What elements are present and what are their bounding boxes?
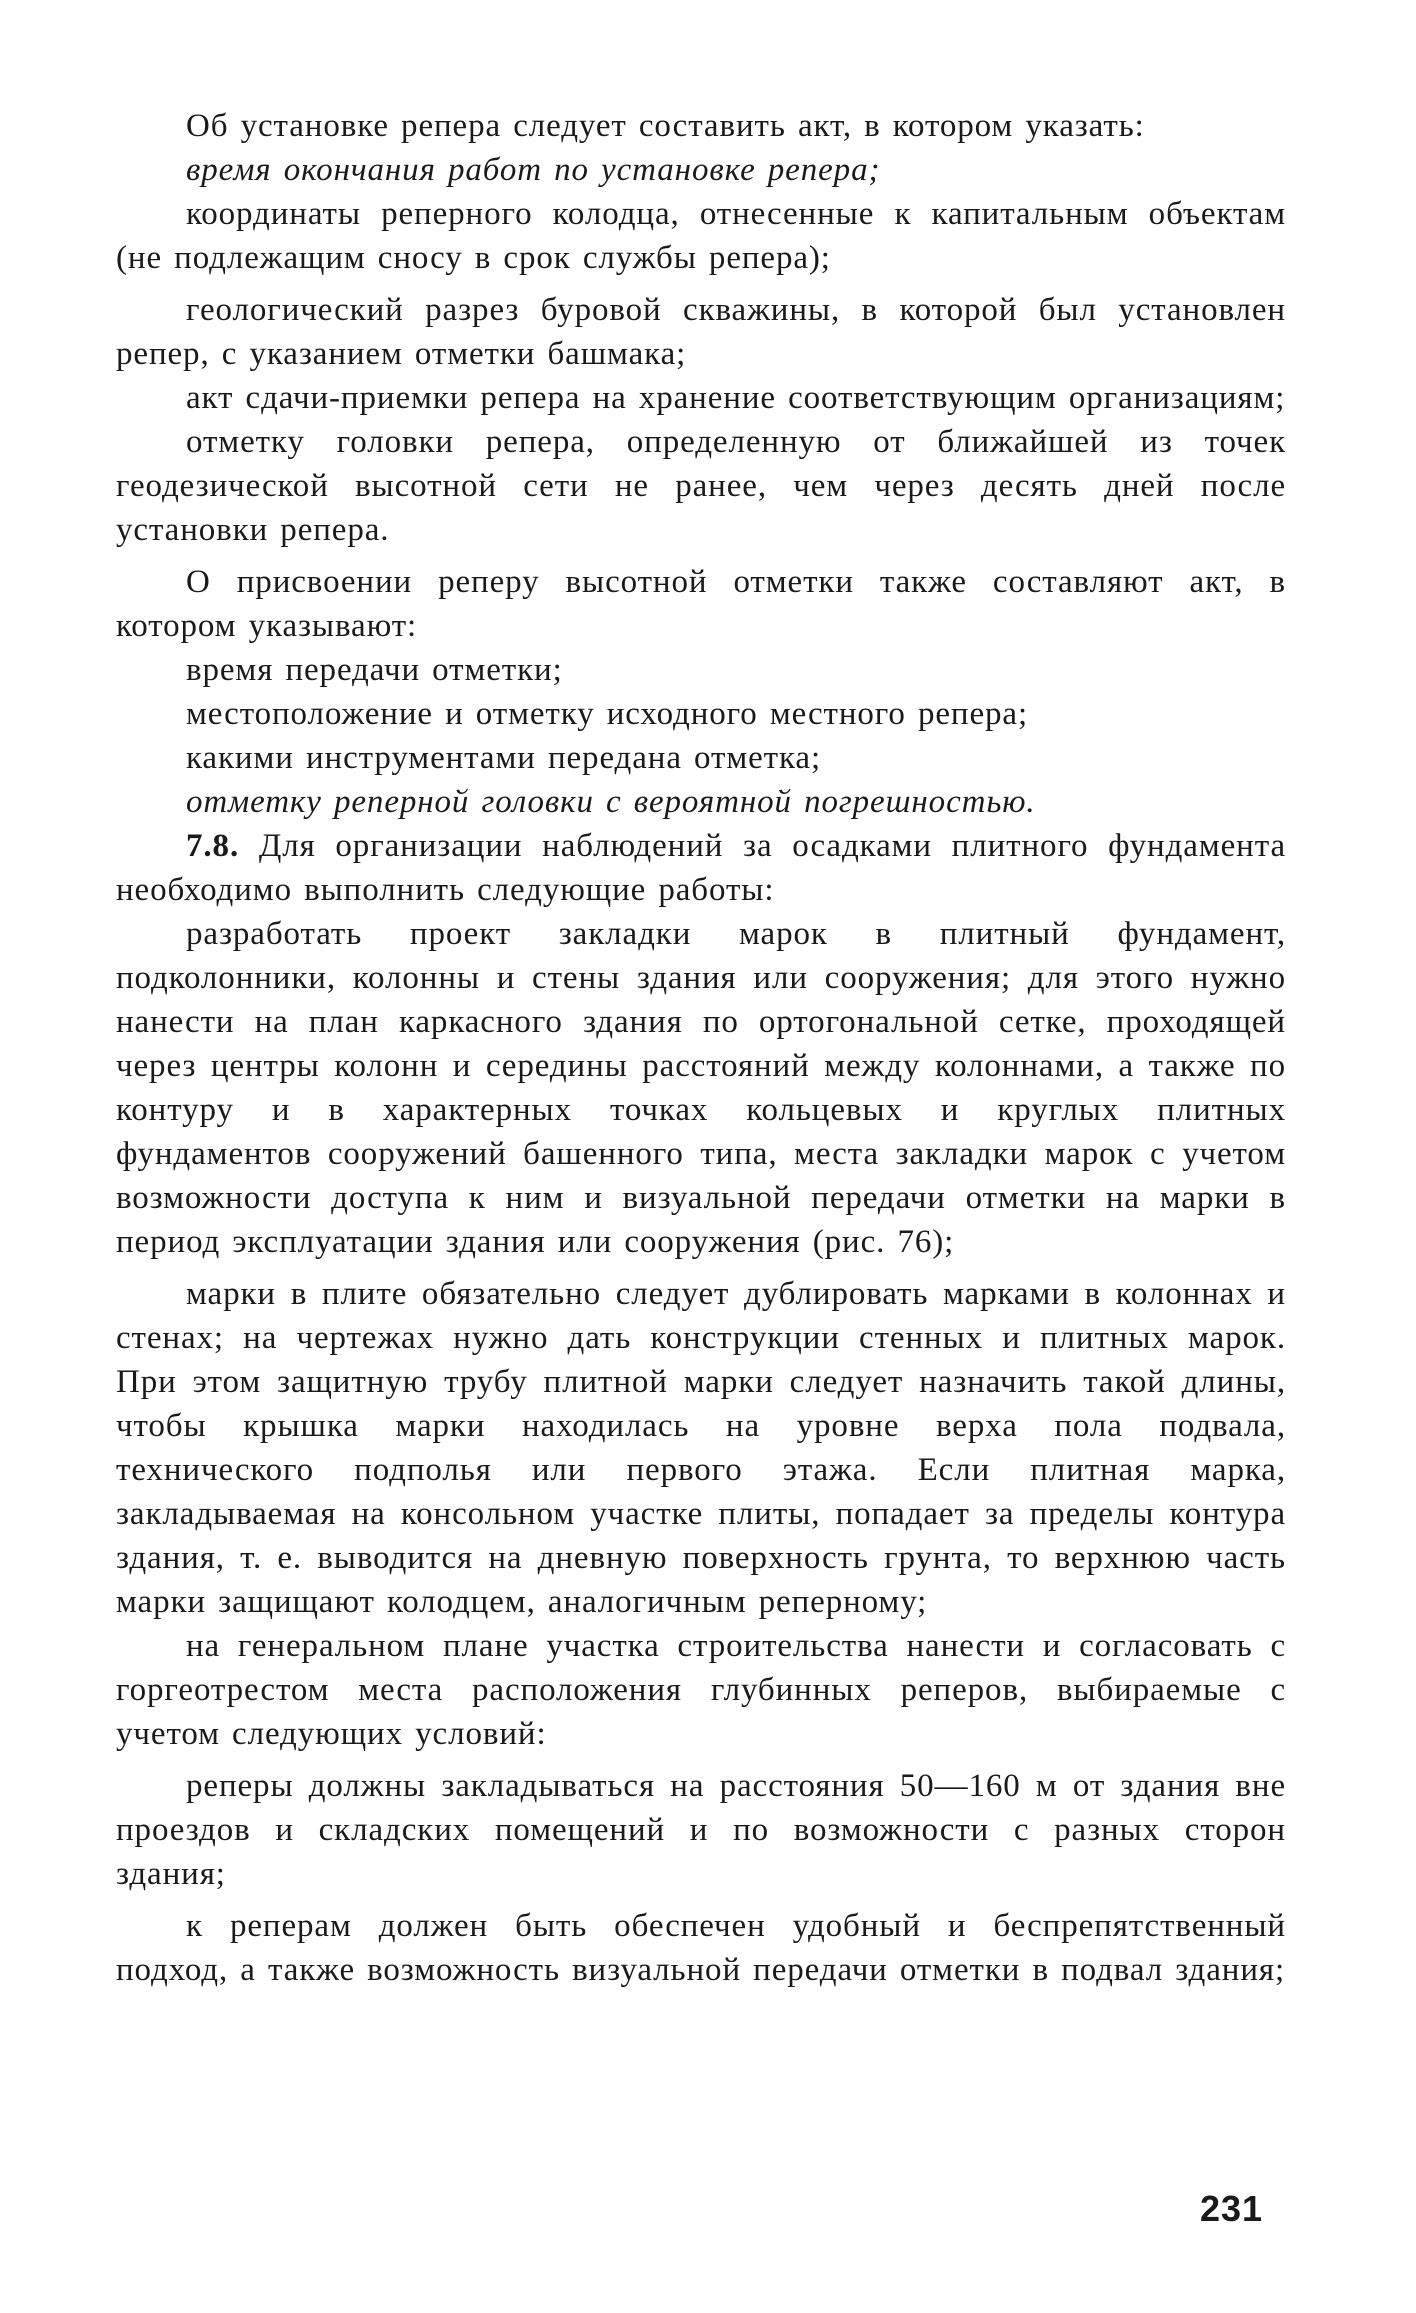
section-number: 7.8. [186, 828, 240, 864]
list-item-benchmark-access: к реперам должен быть обеспечен удобный и беспрепятственный подход, а также возможность визуальной передачи отметки в подвал здания; [116, 1908, 1286, 1988]
list-item-completion-time: время окончания работ по установке репера; [186, 152, 881, 188]
list-item-source-benchmark: местоположение и отметку исходного местного репера; [186, 696, 1029, 732]
list-item-head-mark: отметку головки репера, определенную от ближайшей из точек геодезической высотной сети не ранее, чем через десять дней после установки репера. [116, 424, 1286, 548]
page-number: 231 [1200, 2188, 1264, 2229]
paragraph-intro: Об установке репера следует составить акт, в котором указать: [186, 108, 1145, 144]
list-item-benchmark-distance: реперы должны закладываться на расстояния 50—160 м от здания вне проездов и складских помещений и по возможности с разных сторон здания; [116, 1768, 1286, 1892]
paragraph-elevation-act: О присвоении реперу высотной отметки также составляют акт, в котором указывают: [116, 564, 1286, 644]
list-item-instruments: какими инструментами передана отметка; [186, 740, 822, 776]
list-item-head-error: отметку реперной головки с вероятной погрешностью. [186, 784, 1036, 820]
list-item-well-coordinates: координаты реперного колодца, отнесенные к капитальным объектам (не подлежащим сносу в срок службы репера); [116, 196, 1286, 276]
list-item-mark-duplication: марки в плите обязательно следует дублировать марками в колоннах и стенах; на чертежах нужно дать конструкции стенных и плитных марок. При этом защитную трубу плитной марки следует назначить такой длины, чтобы крышка марки находилась на уровне верха пола подвала, технического подполья или первого этажа. Если плитная марка, закладываемая на консольном участке плиты, попадает за пределы контура здания, т. е. выводится на дневную поверхность грунта, то верхнюю часть марки защищают колодцем, аналогичным реперному; [116, 1276, 1286, 1620]
list-item-mark-project: разработать проект закладки марок в плитный фундамент, подколонники, колонны и стены здания или сооружения; для этого нужно нанести на план каркасного здания по ортогональной сетке, проходящей через центры колонн и середины расстояний между колоннами, а также по контуру и в характерных точках кольцевых и круглых плитных фундаментов сооружений башенного типа, места закладки марок с учетом возможности доступа к ним и визуальной передачи отметки на марки в период эксплуатации здания или сооружения (рис. 76); [116, 916, 1286, 1260]
list-item-transfer-time: время передачи отметки; [186, 652, 563, 688]
section-7-8-text: Для организации наблюдений за осадками плитного фундамента необходимо выполнить следующие работы: [116, 828, 1286, 908]
list-item-geological-section: геологический разрез буровой скважины, в которой был установлен репер, с указанием отметки башмака; [116, 292, 1286, 372]
list-item-general-plan: на генеральном плане участка строительства нанести и согласовать с горгеотрестом места расположения глубинных реперов, выбираемые с учетом следующих условий: [116, 1628, 1286, 1752]
section-7-8-paragraph [116, 824, 1286, 912]
page-body [116, 104, 1286, 1992]
list-item-handover-act: акт сдачи-приемки репера на хранение соответствующим организациям; [186, 380, 1286, 416]
